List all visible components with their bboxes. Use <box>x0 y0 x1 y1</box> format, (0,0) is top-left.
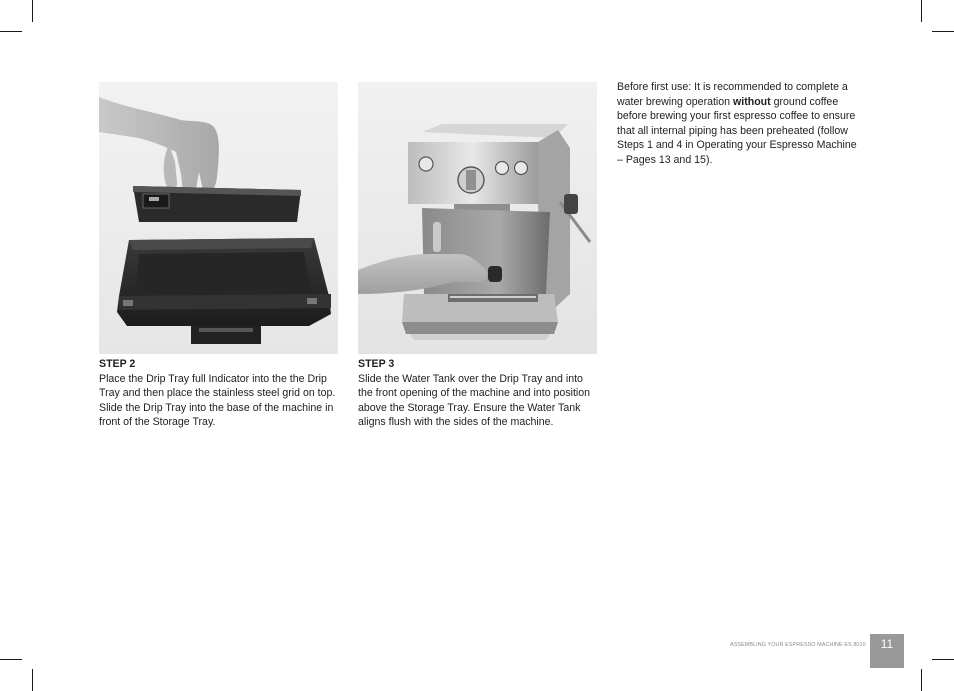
crop-mark-top-right-horizontal <box>932 31 954 32</box>
crop-mark-bottom-right-horizontal <box>932 659 954 660</box>
note-text-after: ground coffee before brewing your first espresso coffee to ensure that all internal piping has been preheated (follow Steps 1 and 4 in Operating your Espresso Machine – Pages 13 and 15). <box>617 95 857 166</box>
step-3-label: STEP 3 <box>358 358 395 370</box>
crop-mark-bottom-right-vertical <box>921 669 922 691</box>
step-3-description: Slide the Water Tank over the Drip Tray and into the front opening of the machine and into position above the Storage Tray. Ensure the Water Tank aligns flush with the sides of the machine. <box>358 372 591 428</box>
page-number: 11 <box>870 634 904 668</box>
crop-mark-top-left-vertical <box>32 0 33 22</box>
crop-mark-top-right-vertical <box>921 0 922 22</box>
before-first-use-note <box>617 80 857 167</box>
note-text-before: Before first use: It is recommended to complete a water brewing operation <box>617 81 848 108</box>
step-2-label: STEP 2 <box>99 358 136 370</box>
drip-tray-photo <box>99 82 338 354</box>
step-2-block <box>99 357 337 430</box>
step-3-block <box>358 357 596 430</box>
step-2-description: Place the Drip Tray full Indicator into the the Drip Tray and then place the stainless steel grid on top. Slide the Drip Tray into the base of the machine in front of the Storage Tray. <box>99 372 336 428</box>
note-text-emphasis: without <box>733 95 771 108</box>
crop-mark-bottom-left-vertical <box>32 669 33 691</box>
espresso-machine-photo <box>358 82 597 354</box>
crop-mark-top-left-horizontal <box>0 31 22 32</box>
crop-mark-bottom-left-horizontal <box>0 659 22 660</box>
footer-section-title: ASSEMBLING YOUR ESPRESSO MACHINE ES 8010 <box>730 642 866 648</box>
